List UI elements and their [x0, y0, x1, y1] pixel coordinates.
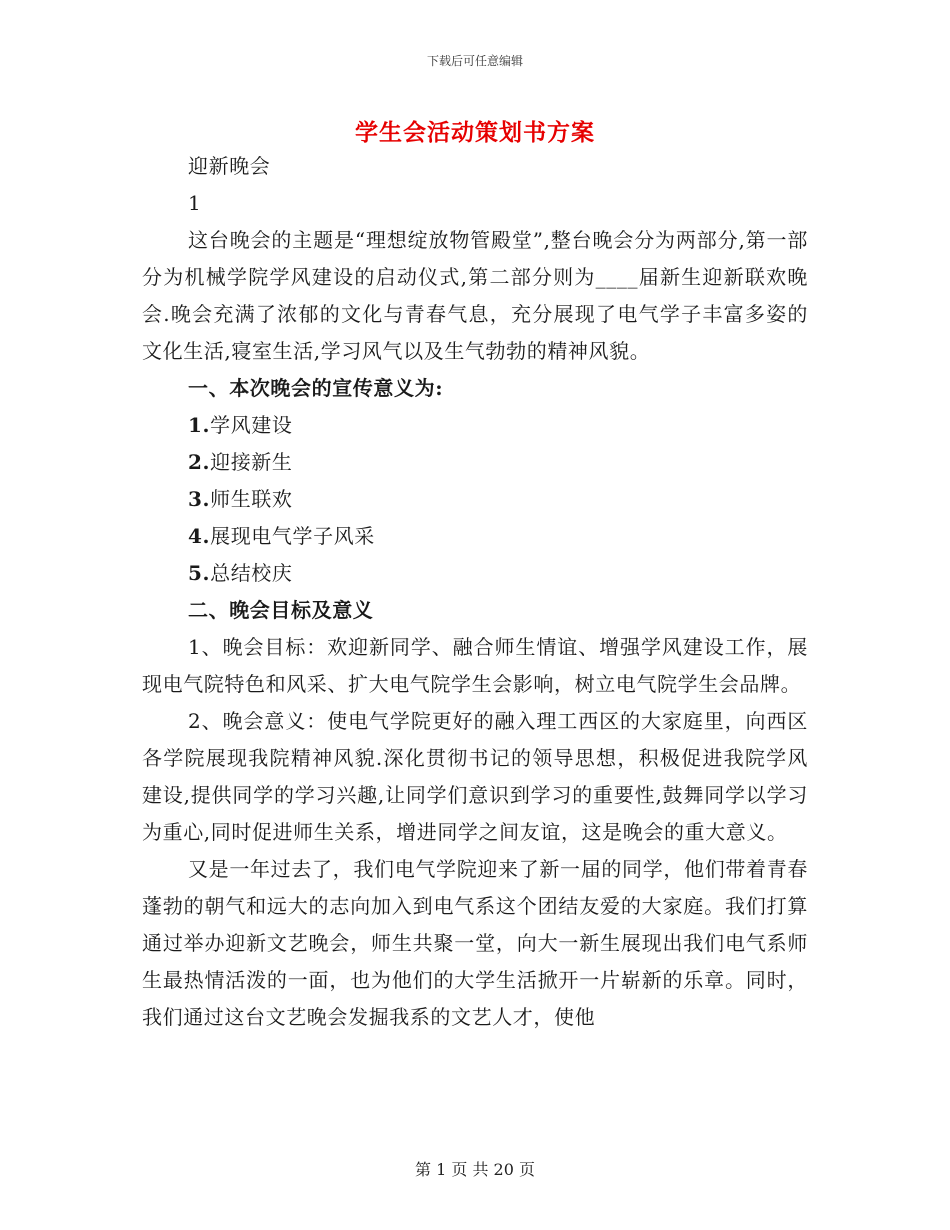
- header-note: 下载后可任意编辑: [426, 54, 523, 68]
- intro-paragraph: 这台晚会的主题是“理想绽放物管殿堂”,整台晚会分为两部分,第一部分为机械学院学风建设的启动仪式,第二部分则为____届新生迎新联欢晚会.晚会充满了浓郁的文化与青春气息，充分展现了电气学子丰富多姿的文化生活,寝室生活,学习风气以及生气勃勃的精神风貌。: [142, 228, 808, 363]
- document-body: [142, 148, 808, 1036]
- goal-paragraph: 1、晚会目标：欢迎新同学、融合师生情谊、增强学风建设工作，展现电气院特色和风采、扩大电气院学生会影响，树立电气院学生会品牌。: [142, 635, 808, 696]
- list-item: 1.学风建设: [188, 413, 293, 437]
- list-item: 2.迎接新生: [188, 450, 293, 474]
- section-number: 1: [188, 191, 202, 215]
- meaning-paragraph: 2、晚会意义：使电气学院更好的融入理工西区的大家庭里，向西区各学院展现我院精神风貌.深化贯彻书记的领导思想，积极促进我院学风建设,提供同学的学习兴趣,让同学们意识到学习的重要性,鼓舞同学以学习为重心,同时促进师生关系，增进同学之间友谊，这是晚会的重大意义。: [142, 709, 808, 844]
- subtitle: 迎新晚会: [188, 154, 271, 178]
- section2-heading: 二、晚会目标及意义: [188, 598, 374, 622]
- section1-heading: 一、本次晚会的宣传意义为:: [188, 376, 444, 400]
- document-title: 学生会活动策划书方案: [355, 119, 595, 146]
- list-item: 5.总结校庆: [188, 561, 293, 585]
- list-item: 3.师生联欢: [188, 487, 293, 511]
- closing-paragraph: 又是一年过去了，我们电气学院迎来了新一届的同学，他们带着青春蓬勃的朝气和远大的志向加入到电气系这个团结友爱的大家庭。我们打算通过举办迎新文艺晚会，师生共聚一堂，向大一新生展现出我们电气系师生最热情活泼的一面，也为他们的大学生活掀开一片崭新的乐章。同时，我们通过这台文艺晚会发掘我系的文艺人才，使他: [142, 857, 808, 1029]
- page-footer: 第 1 页 共 20 页: [415, 1160, 535, 1179]
- list-item: 4.展现电气学子风采: [188, 524, 375, 548]
